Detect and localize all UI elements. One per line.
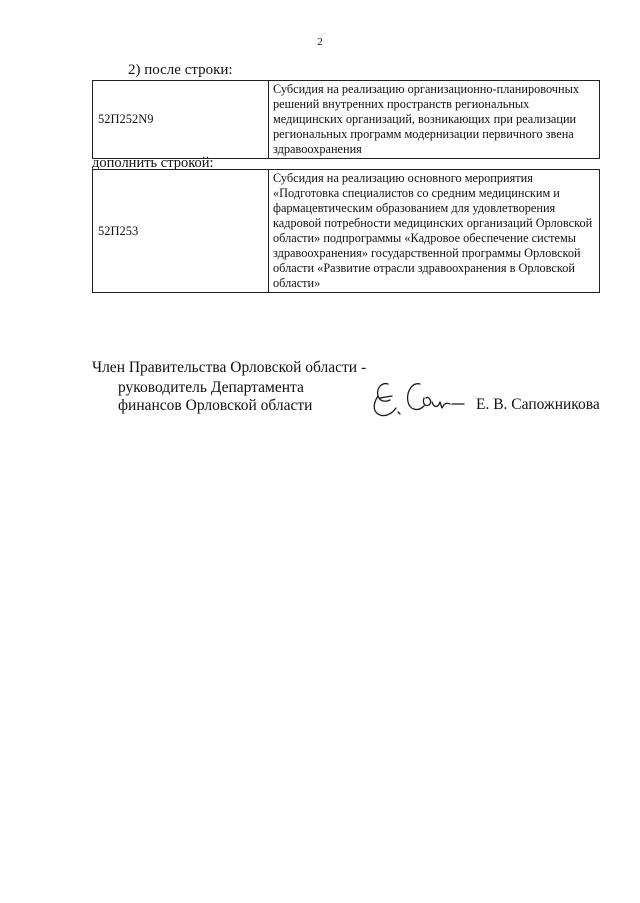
handwritten-signature-icon bbox=[368, 374, 468, 424]
append-label: дополнить строкой: bbox=[92, 155, 214, 171]
budget-code: 52П252N9 bbox=[93, 81, 269, 159]
signatory-title-line: финансов Орловской области bbox=[118, 397, 313, 414]
item-heading: 2) после строки: bbox=[128, 62, 233, 78]
signatory-name: Е. В. Сапожникова bbox=[476, 396, 600, 413]
budget-code: 52П253 bbox=[93, 170, 269, 293]
existing-row-table bbox=[92, 80, 600, 159]
page-number: 2 bbox=[317, 36, 323, 48]
table-row bbox=[93, 170, 600, 293]
signatory-title-line: Член Правительства Орловской области - bbox=[92, 359, 367, 376]
signatory-title-line: руководитель Департамента bbox=[118, 379, 304, 396]
table-row bbox=[93, 81, 600, 159]
row-description: Субсидия на реализацию организационно-планировочных решений внутренних пространств региональных медицинских организаций, возникающих при реализации региональных программ модернизации первичного звена здравоохранения bbox=[269, 81, 600, 159]
new-row-table bbox=[92, 169, 600, 293]
row-description: Субсидия на реализацию основного мероприятия «Подготовка специалистов со средним медицинским и фармацевтическим образованием для удовлетворения кадровой потребности медицинских организаций Орловской области» подпрограммы «Кадровое обеспечение системы здравоохранения» государственной программы Орловской области «Развитие отрасли здравоохранения в Орловской области» bbox=[269, 170, 600, 293]
